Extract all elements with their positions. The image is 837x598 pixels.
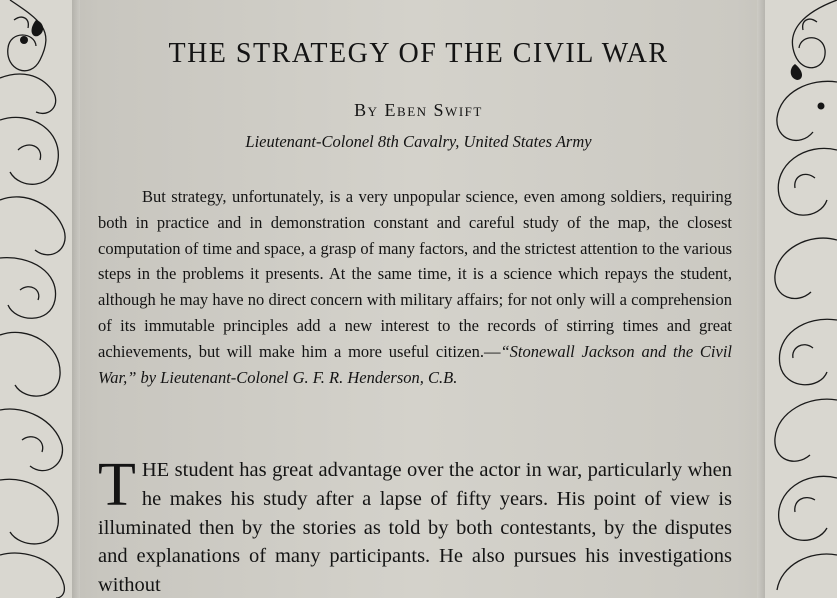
article-body-text: HE student has great advantage over the actor in war, particularly when he makes his study after a lapse of fifty years. His point of view is illuminated then by the stories as told by both contestants, by the disputes and explanations of many participants. He also pursues his investigations without: [98, 459, 732, 597]
epigraph-quote: [98, 184, 732, 390]
right-ornamental-border: [765, 0, 837, 598]
scroll-flourish-border-icon: [765, 0, 837, 598]
article-body: [98, 451, 732, 598]
epigraph-text: But strategy, unfortunately, is a very unpopular science, even among soldiers, requiring both in practice and in demonstration constant and careful study of the map, the closest computation of time and space, a grasp of many factors, and the strictest attention to the various steps in the problems it presents. At the same time, it is a science which repays the student, although he may have no direct concern with military affairs; for not only will a comprehension of its immutable principles add a new interest to the records of stirring times and great achievements, but will make him a more useful citizen.—: [98, 187, 732, 361]
right-page-gutter: [757, 0, 765, 598]
drop-cap-letter: T: [98, 451, 136, 519]
scroll-flourish-border-icon: [0, 0, 72, 598]
left-page-gutter: [72, 0, 80, 598]
author-byline: By Eben Swift: [354, 100, 483, 120]
epigraph-source: “Stonewall Jackson and the Civil War,” by Lieutenant-Colonel G. F. R. Henderson, C.B.: [98, 341, 733, 387]
left-ornamental-border: [0, 0, 72, 598]
author-rank: Lieutenant-Colonel 8th Cavalry, United States Army: [245, 132, 592, 151]
article-title: THE STRATEGY OF THE CIVIL WAR: [168, 38, 669, 69]
